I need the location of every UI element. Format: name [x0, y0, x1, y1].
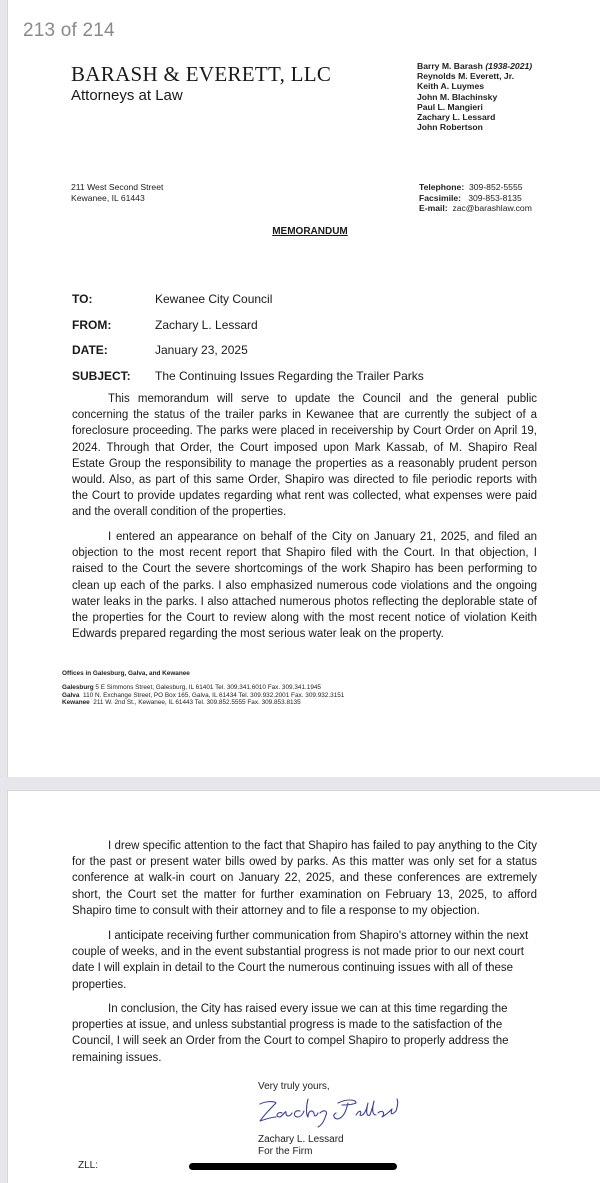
memo-paragraph: This memorandum will serve to update the Council and the general public concerning the status of the trailer parks in Kewanee that are currently the subject of a foreclosure proceeding. The parks were placed in receivership by Court Order on April 19, 2024. Through that Order, the Court imposed upon Mark Kassab, of M. Shapiro Real Estate Group the responsibility to manage the properties as a reasonably prudent person would. Also, as part of this same Order, Shapiro was directed to file periodic reports with the Court to provide updates regarding what rent was collected, what expenses were paid and the overall condition of the properties. [72, 393, 537, 519]
signer-title: For the Firm [258, 1146, 313, 1157]
valediction: Very truly yours, [258, 1081, 330, 1092]
memo-paragraph: I drew specific attention to the fact that Shapiro has failed to pay anything to the City for the past or present water bills owed by parks. As this matter was only set for a status conference at walk-in court on January 22, 2025, and these conferences are extremely short, the Court set the matter for further examination on February 13, 2025, to afford Shapiro time to consult with their attorney and to file a response to my objection. [72, 840, 537, 917]
memo-subject-value: The Continuing Issues Regarding the Trailer Parks [155, 369, 424, 383]
memo-paragraph: I entered an appearance on behalf of the City on January 21, 2025, and filed an objection to the most recent report that Shapiro filed with the Court. In that objection, I raised to the Court the severe shortcomings of the work Shapiro has been performing to clean up each of the parks. I also emphasized numerous code violations and the ongoing water leaks in the parks. I also attached numerous photos reflecting the deplorable state of the properties for the Court to review along with the most recent notice of violation Keith Edwards prepared regarding the most serious water leak on the property. [72, 531, 537, 641]
home-indicator[interactable] [189, 1163, 397, 1170]
partner-item: Keith A. Luymes [417, 81, 485, 92]
office-details: 110 N. Exchange Street, PO Box 165, Galva, IL 61434 Tel. 309.932.2001 Fax. 309.932.3151 [82, 691, 345, 699]
email-value: zac@barashlaw.com [452, 203, 532, 213]
telephone-value: 309-852-5555 [468, 182, 523, 192]
memo-paragraph: In conclusion, the City has raised every issue we can at this time regarding the properties at issue, and unless substantial progress is made to the satisfaction of the Council, I will seek an Order from the Court to compel Shapiro to properly address the remaining issues. [72, 1003, 509, 1064]
facsimile-value: 309-853-8135 [468, 192, 522, 203]
partners-list [417, 61, 532, 132]
telephone-row [419, 182, 532, 193]
office-details: 5 E Simmons Street, Galesburg, IL 61401 Tel. 309.341.6010 Fax. 309.341.1945 [95, 684, 321, 691]
firm-contact [419, 182, 532, 214]
office-line [62, 684, 344, 692]
memo-subject-label: SUBJECT: [72, 369, 131, 383]
address-line: Kewanee, IL 61443 [71, 192, 145, 203]
memo-to-value: Kewanee City Council [155, 292, 273, 306]
memo-initials: ZLL: [78, 1160, 99, 1171]
memo-title: MEMORANDUM [272, 226, 348, 237]
signer-name: Zachary L. Lessard [258, 1134, 344, 1145]
memo-date-value: January 23, 2025 [155, 343, 248, 357]
partner-years: (1938-2021) [485, 61, 533, 71]
page-counter: 213 of 214 [23, 20, 115, 41]
telephone-label: Telephone: [419, 182, 465, 192]
office-city: Kewanee [62, 699, 90, 707]
memo-from-label: FROM: [72, 318, 112, 332]
partner-item [417, 61, 532, 71]
offices-title: Offices in Galesburg, Galva, and Kewanee [62, 670, 190, 677]
partner-item: Reynolds M. Everett, Jr. [417, 71, 514, 82]
memo-paragraph: I anticipate receiving further communication from Shapiro's attorney within the next couple of weeks, and in the event substantial progress is not made prior to our next court date I will explain in detail to the Court the numerous continuing issues with all of these properties. [72, 930, 529, 991]
partner-item: Zachary L. Lessard [417, 112, 496, 123]
office-city: Galesburg [62, 684, 94, 691]
memo-date-label: DATE: [72, 343, 108, 357]
partner-item: John Robertson [417, 122, 483, 133]
firm-name: BARASH & EVERETT, LLC [71, 62, 332, 86]
firm-address [71, 182, 163, 203]
offices-footer [62, 670, 344, 707]
office-city: Galva [62, 691, 80, 699]
office-details: 211 W. 2nd St., Kewanee, IL 61443 Tel. 309.852.5555 Fax. 309.853.8135 [93, 699, 301, 707]
facsimile-row [419, 193, 532, 204]
memo-from-value: Zachary L. Lessard [155, 318, 258, 332]
firm-tagline: Attorneys at Law [71, 87, 183, 104]
email-label: E-mail: [419, 203, 448, 213]
office-line [62, 692, 344, 700]
signature-image [252, 1095, 402, 1129]
email-row [419, 203, 532, 214]
address-line: 211 West Second Street [71, 182, 164, 192]
memo-to-label: TO: [72, 292, 93, 306]
partner-item: John M. Blachinsky [417, 91, 498, 102]
office-line [62, 699, 344, 707]
partner-item: Paul L. Mangieri [417, 101, 483, 112]
facsimile-label: Facsimile: [419, 192, 462, 203]
partner-name: Barry M. Barash [417, 61, 483, 71]
